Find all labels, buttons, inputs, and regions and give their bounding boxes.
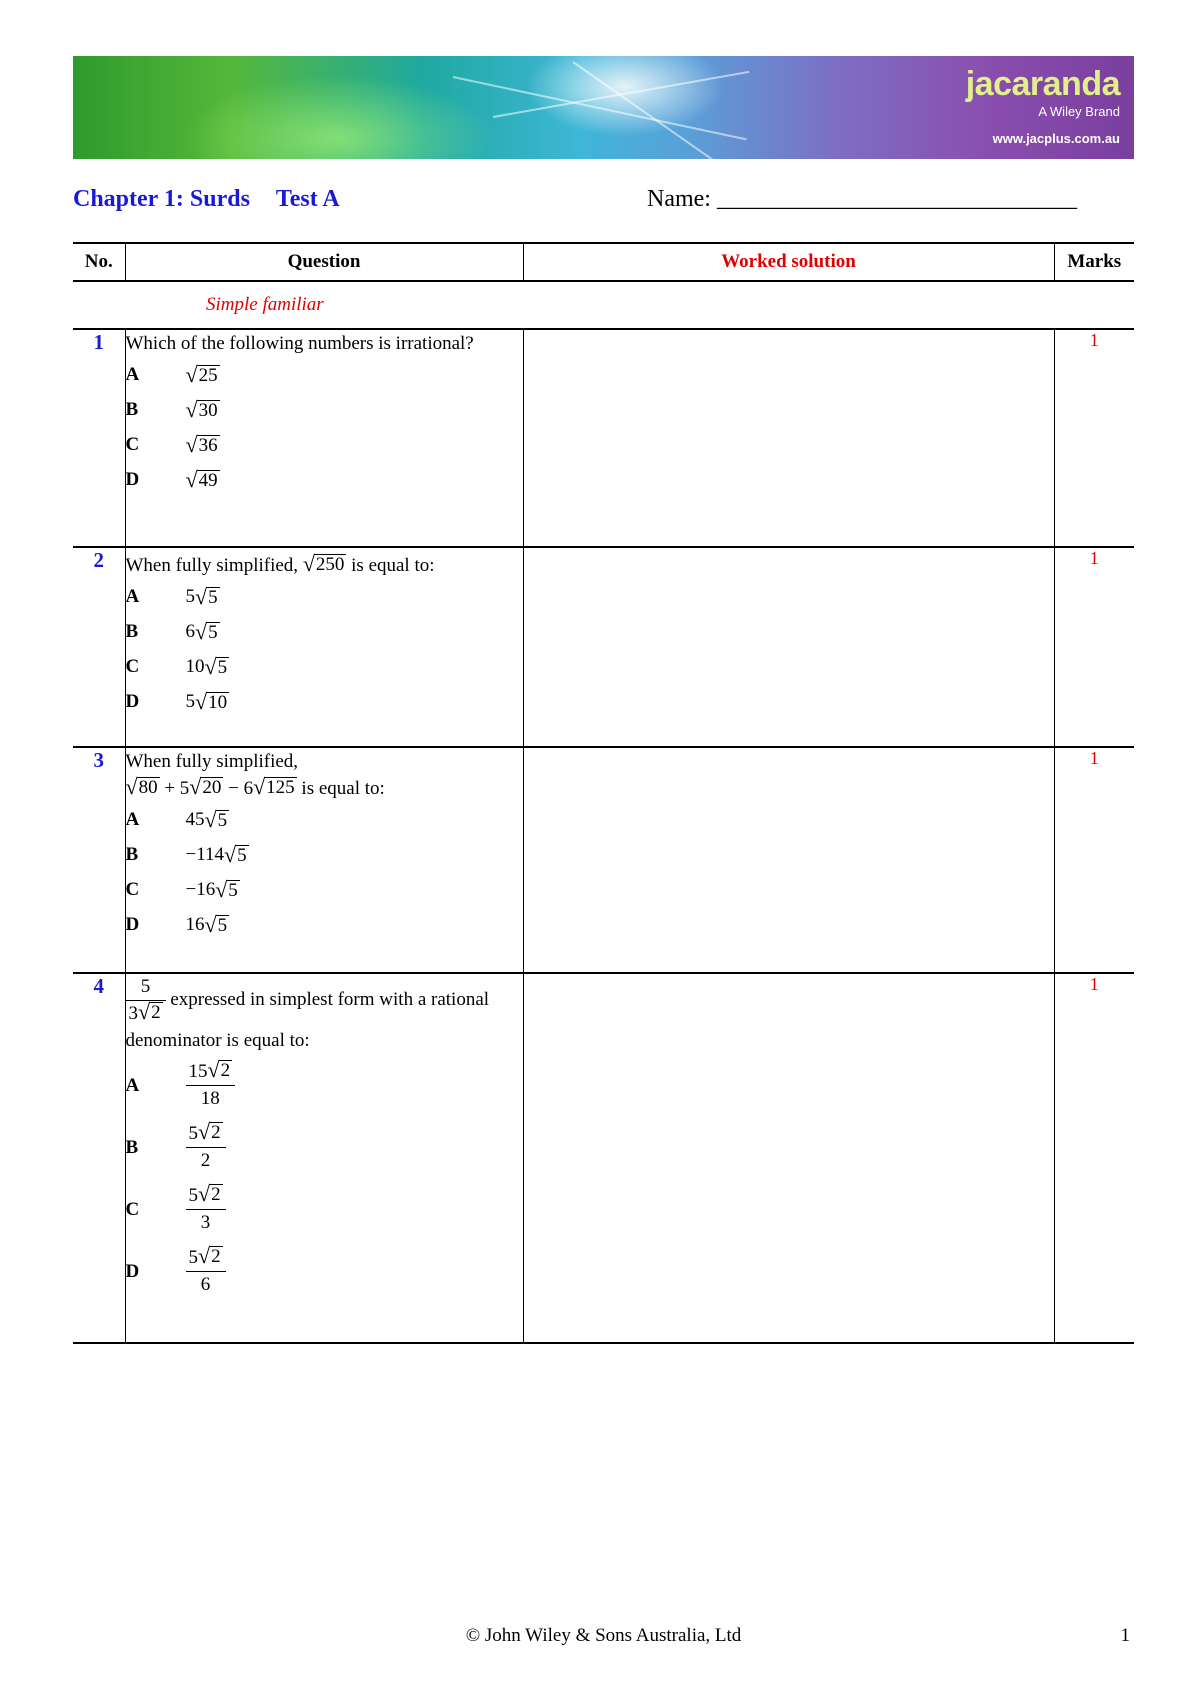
marks-value: 1	[1054, 547, 1134, 747]
option-c: C 10 √ 5	[125, 653, 228, 679]
question-cell	[125, 747, 523, 973]
header-marks: Marks	[1054, 243, 1134, 281]
option-a: A 15 √ 2 18	[126, 1054, 523, 1116]
table-row	[73, 747, 1134, 973]
option-a: A 45 √ 5	[125, 806, 228, 832]
table-row	[73, 547, 1134, 747]
question-number: 2	[73, 547, 125, 747]
option-c: C √ 36	[125, 431, 218, 457]
question-number: 3	[73, 747, 125, 973]
page-number: 1	[1120, 1625, 1130, 1646]
header-banner	[73, 56, 1134, 159]
worked-solution-cell[interactable]	[523, 329, 1054, 547]
test-table	[73, 242, 1134, 1344]
section-row	[73, 281, 1134, 329]
option-a: A √ 25	[125, 361, 218, 387]
banner-streak	[572, 61, 737, 159]
worked-solution-cell[interactable]	[523, 747, 1054, 973]
brand-block	[966, 66, 1120, 146]
test-label: Test A	[275, 186, 340, 212]
banner-streak	[453, 76, 747, 140]
header-no: No.	[73, 243, 125, 281]
question-stem: Which of the following numbers is irrational?	[125, 333, 474, 354]
question-cell	[125, 973, 523, 1343]
question-expression: √ 80 + 5 √ 20 − 6 √ 125 is equal to:	[125, 774, 385, 799]
marks-value: 1	[1054, 973, 1134, 1343]
question-stem: When fully simplified, √ 250 is equal to:	[125, 551, 435, 576]
option-a: A 5 √ 5	[125, 583, 218, 609]
question-stem: When fully simplified,	[125, 751, 299, 772]
option-d: D √ 49	[125, 466, 218, 492]
option-b: B √ 30	[125, 396, 218, 422]
question-cell	[125, 547, 523, 747]
table-row	[73, 329, 1134, 547]
brand-tagline: A Wiley Brand	[1038, 104, 1120, 119]
question-cell	[125, 329, 523, 547]
table-header-row	[73, 243, 1134, 281]
option-d: D 5 √ 2 6	[126, 1240, 523, 1302]
chapter-title: Chapter 1: Surds	[73, 186, 250, 212]
question-stem: 5 3 √ 2 expressed in simplest form with a rational denominator is equal to:	[125, 976, 490, 1051]
page-title	[73, 186, 340, 213]
option-d: D 16 √ 5	[125, 911, 228, 937]
brand-url: www.jacplus.com.au	[992, 131, 1120, 146]
question-number: 1	[73, 329, 125, 547]
option-d: D 5 √ 10	[125, 688, 228, 714]
title-row	[73, 186, 1134, 220]
option-b: B 6 √ 5	[125, 618, 218, 644]
stem-fraction: 5 3 √ 2	[126, 974, 166, 1027]
table-row	[73, 973, 1134, 1343]
jacaranda-logo: jacaranda	[965, 65, 1120, 103]
section-label: Simple familiar	[73, 281, 1134, 329]
marks-value: 1	[1054, 329, 1134, 547]
header-question: Question	[125, 243, 523, 281]
worked-solution-cell[interactable]	[523, 973, 1054, 1343]
option-c: C −16 √ 5	[125, 876, 238, 902]
option-b: B −114 √ 5	[125, 841, 247, 867]
question-number: 4	[73, 973, 125, 1343]
copyright-text: © John Wiley & Sons Australia, Ltd	[465, 1625, 742, 1646]
marks-value: 1	[1054, 747, 1134, 973]
header-worked-solution: Worked solution	[523, 243, 1054, 281]
worked-solution-cell[interactable]	[523, 547, 1054, 747]
option-b: B 5 √ 2 2	[126, 1116, 523, 1178]
name-field: Name: ______________________________	[647, 186, 1077, 212]
option-c: C 5 √ 2 3	[126, 1178, 523, 1240]
